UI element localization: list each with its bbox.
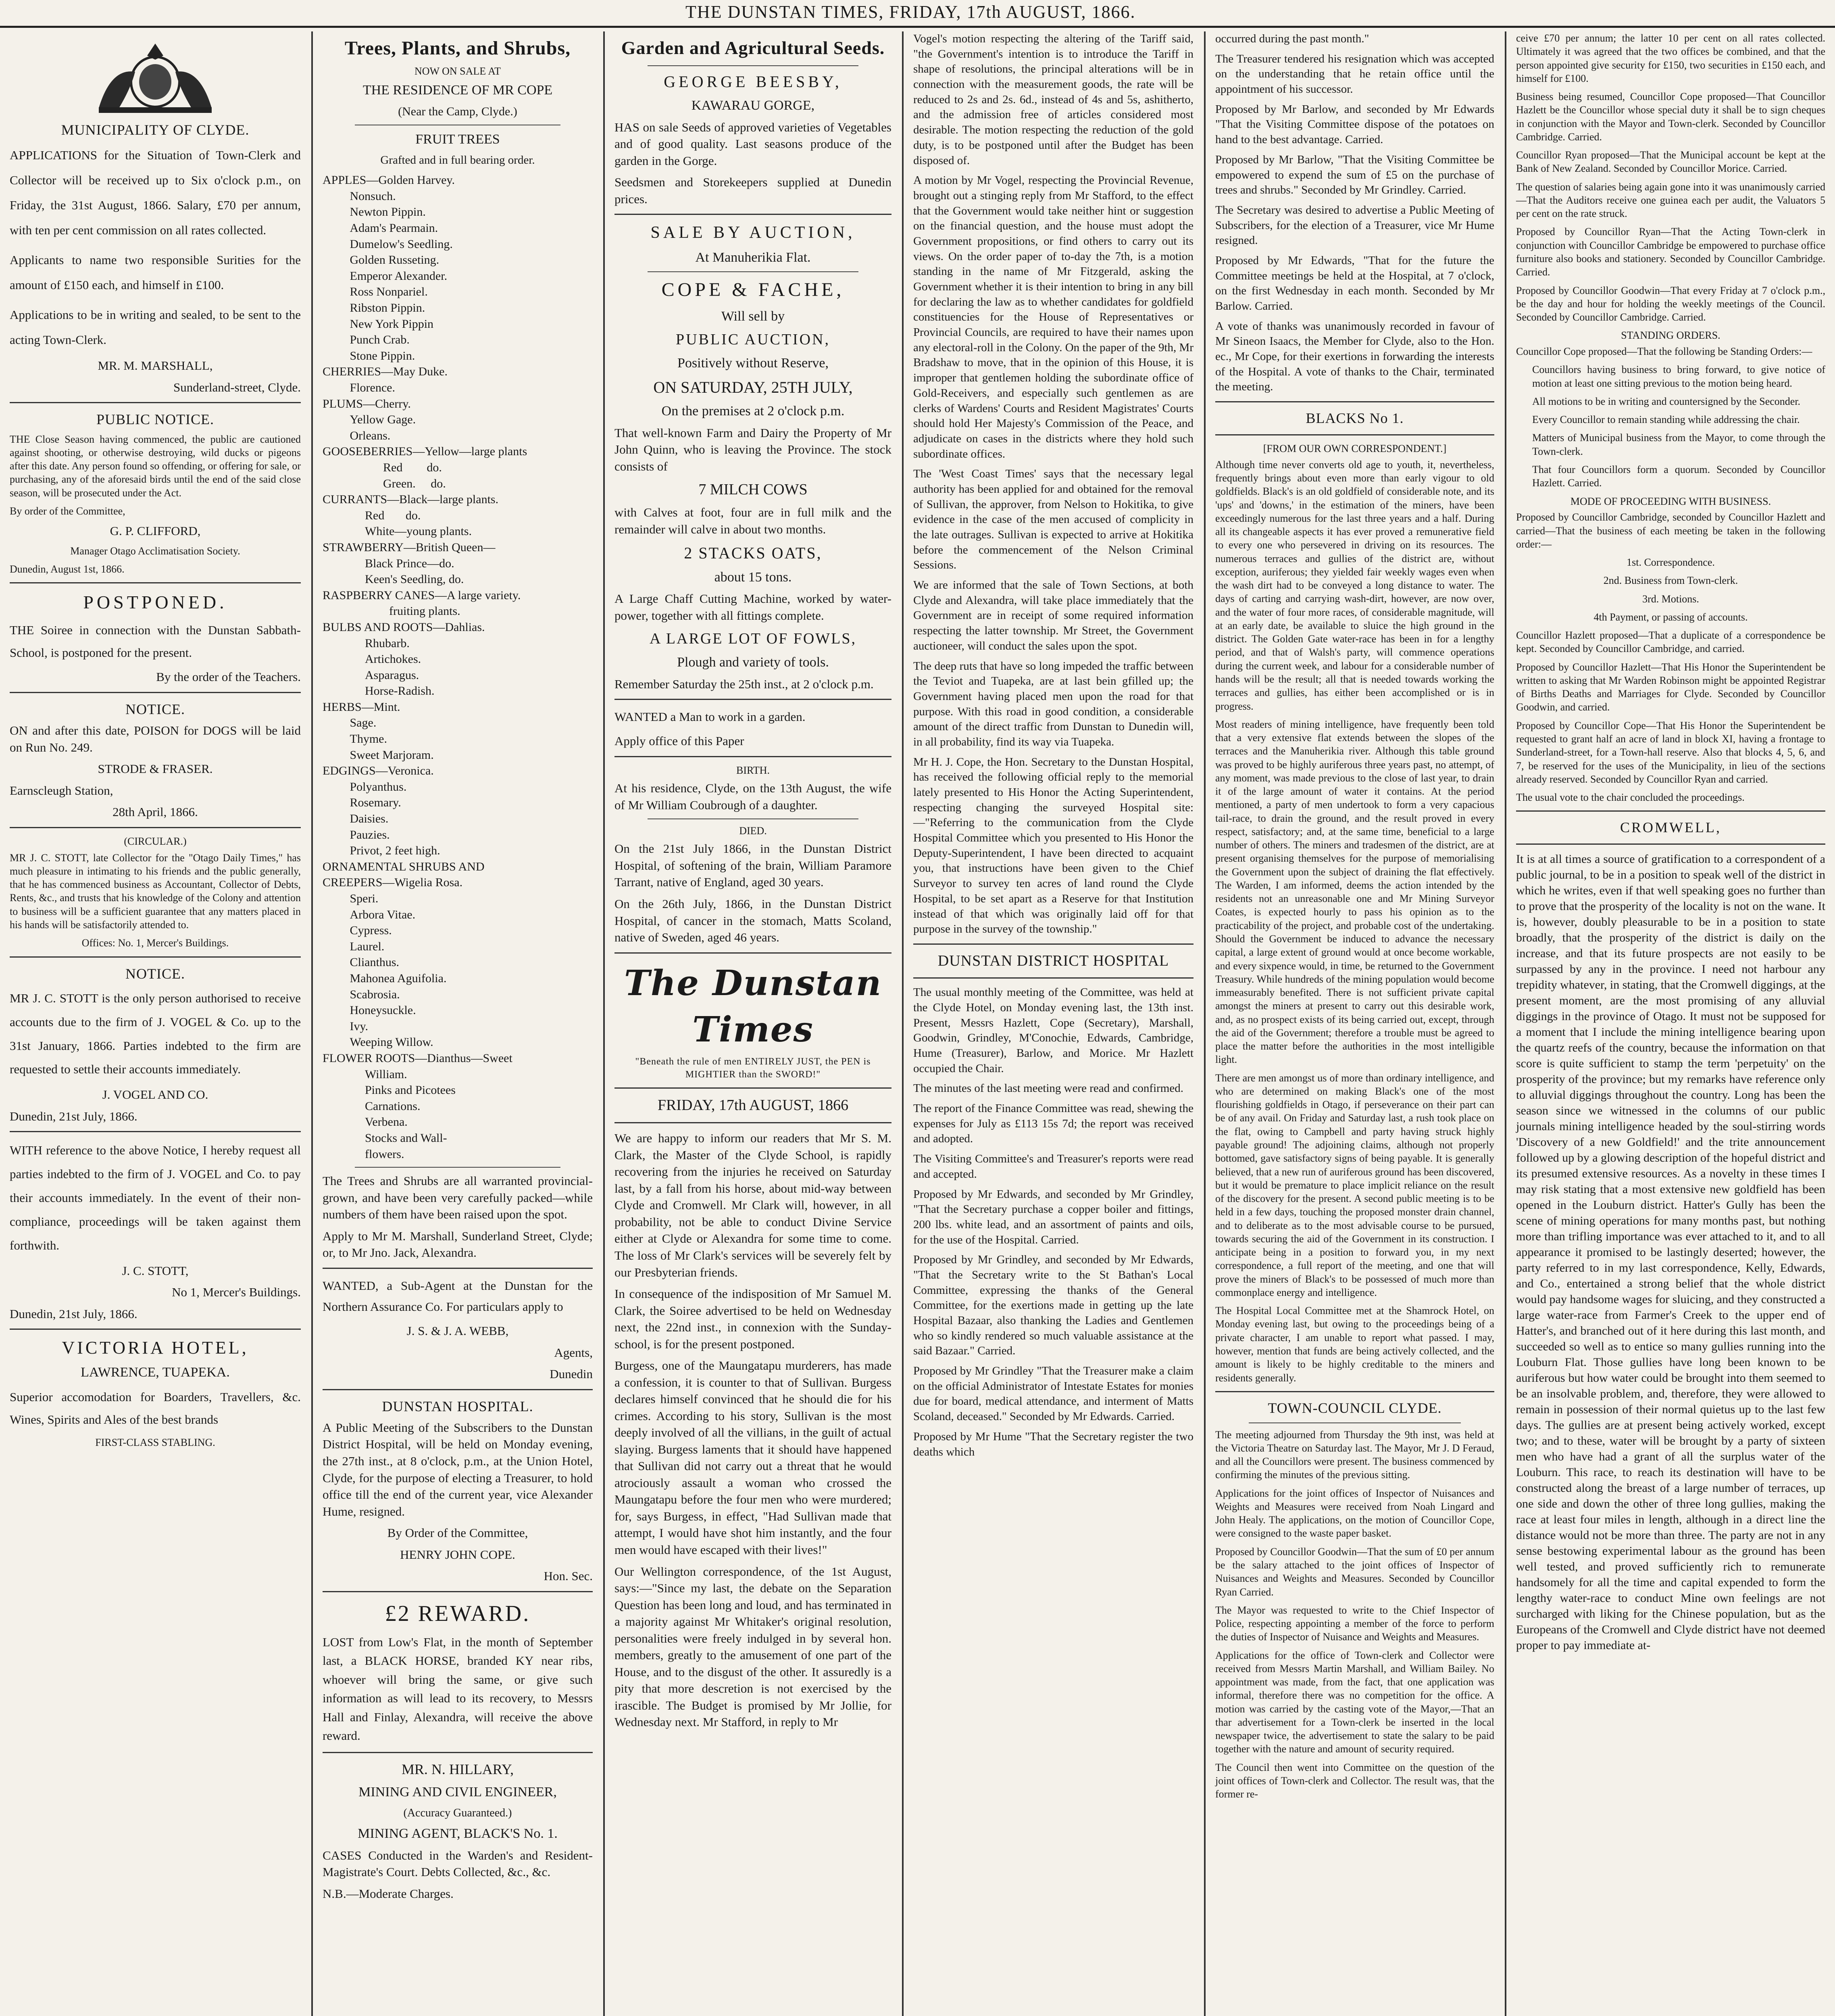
divider [1516,843,1825,845]
notice-1-body: ON and after this date, POISON for DOGS will be laid on Run No. 249. [10,723,301,754]
trees-sub: NOW ON SALE AT [414,65,501,77]
standing-orders-tag: STANDING ORDERS. [1621,329,1720,342]
cope-chaff: A Large Chaff Cutting Machine, worked by water-power, together with all fittings complete. [614,591,891,623]
news-p5: The deep ruts that have so long impeded the traffic between the Teviot and Tuapeka, are at last bein gfilled up; the Government having placed men upon the road for that purpose. With this road in good condition, a considerable amount of the direct traffic from Dunstan to Dunedin will, in all probability, find its way via Tuapeka. [913,659,1193,748]
beesby-note: Seedsmen and Storekeepers supplied at Dunedin prices. [614,175,891,206]
divider [323,1389,593,1390]
royal-crest-icon [83,40,228,116]
postponed-body: THE Soiree in connection with the Dunstan Sabbath-School, is postponed for the present. [10,623,301,660]
news-p3: The 'West Coast Times' says that the necessary legal authority has been applied for and obtained for the removal of Sullivan, the approver, from Nelson to Hokitika, to give evidence in the case of the men accused of complicity in the late outrages. Sullivan is expected to arrive at Hokitika before the commencement of the Nelson Criminal Sessions. [913,467,1193,572]
column-2 [313,31,602,2016]
column-5 [1206,31,1504,2016]
tc-cont-p7: Councillor Cope proposed—That the following be Standing Orders:— [1516,346,1812,358]
divider [323,1268,593,1269]
hospital-role: Hon. Sec. [544,1569,593,1583]
with-body: WITH reference to the above Notice, I hereby request all parties indebted to the firm of J. VOGEL and Co. to pay their accounts immediately. In the event of their non-compliance, proceedings will be taken against them forthwith. [10,1143,301,1252]
notice-1-title: NOTICE. [125,701,185,717]
tc-p5: Applications for the office of Town-clerk and Collector were received from Messrs Martin Marshall, and William Bailey. No appointment was made, from the fact, that one application was informal, therefore there was no competition for the office. A motion was carried by the casting vote of the Mayor,—That an thar advertisement for a Town-clerk be inserted in the local newspaper twice, the advertisement to state the salary to be paid together with the nature and amount of security required. [1215,1649,1494,1755]
birth-body: At his residence, Clyde, on the 13th August, the wife of Mr William Coubrough of a daughter. [614,781,891,812]
ddh-p5: Proposed by Mr Edwards, and seconded by Mr Grindley, "That the Secretary purchase a copper boiler and fittings, 200 lbs. white lead, and an assortment of paints and oils, for the use of the Hospital. Carried. [913,1187,1193,1246]
hillary-agent: MINING AGENT, BLACK'S No. 1. [358,1826,558,1841]
ddh-cont-p4: Proposed by Mr Barlow, "That the Visiting Committee be empowered to expend the sum of £5 on the purchase of trees and shrubs." Seconded by Mr Grindley. Carried. [1215,153,1494,197]
divider [614,1122,891,1123]
cope-fowls: A LARGE LOT OF FOWLS, [649,630,857,648]
order-item: 3rd. Motions. [1642,593,1699,605]
divider [614,952,891,954]
circular-body: MR J. C. STOTT, late Collector for the "Otago Daily Times," has much pleasure in intimating to his friends and the public generally, that he has commenced business as Accountant, Collector of Debts, Rents, &c., and trusts that his knowledge of the Colony and attention to business will be a sufficient guarantee that any matters placed in his hands will be satisfactorily attended to. [10,852,301,931]
beesby-body: HAS on sale Seeds of approved varieties of Vegetables and of good quality. Last seasons produce of the garden in the Gorge. [614,120,891,168]
ddh-title: DUNSTAN DISTRICT HOSPITAL [937,952,1169,969]
standing-order: All motions to be in writing and countersigned by the Seconder. [1532,395,1801,407]
divider [10,1131,301,1132]
tc-cont-p8: Proposed by Councillor Cambridge, seconded by Councillor Hazlett and carried—That the business of each meeting be taken in the following order:— [1516,511,1825,550]
notice-1-date: 28th April, 1866. [112,805,198,819]
ddh-p3: The report of the Finance Committee was read, shewing the expenses for July as £113 15s 7d; the report was received and adopted. [913,1102,1193,1145]
clyde-p2: Applicants to name two responsible Surities for the amount of £150 each, and himself in £100. [10,253,301,292]
cope-remember: Remember Saturday the 25th inst., at 2 o'clock p.m. [614,677,874,691]
cope-oats: 2 STACKS OATS, [684,544,822,562]
victoria-title: VICTORIA HOTEL, [62,1338,249,1358]
wanted-man: WANTED a Man to work in a garden. [614,710,806,724]
divider [10,582,301,583]
tc-cont-p9: Councillor Hazlett proposed—That a duplicate of a correspondence be kept. Seconded by Councillor Cambridge, and carried. [1516,629,1825,655]
notice-2-body: MR J. C. STOTT is the only person authorised to receive accounts due to the firm of J. VOGEL & Co. up to the 31st January, 1866. Parties indebted to the firm are requested to settle their accounts immediately. [10,991,301,1077]
standing-order: Matters of Municipal business from the Mayor, to come through the Town-clerk. [1532,432,1825,457]
cope-oats-sub: about 15 tons. [714,569,792,585]
tc-cont-p6: Proposed by Councillor Goodwin—That every Friday at 7 o'clock p.m., be the day and hour for holding the weekly meetings of the Council. Seconded by Councillor Cambridge. Carried. [1516,284,1825,323]
cope-time: On the premises at 2 o'clock p.m. [661,404,845,419]
tc-cont-p11: Proposed by Councillor Cope—That His Honor the Superintendent be requested to grant half an acre of land in block XI, having a frontage to Sunderland-street, for a Town-hall reserve. Also that blocks 4, 5, 6, and 7, be reserved for the uses of the Municipality, in lieu of the sections already reserved. Seconded by Councillor Ryan and carried. [1516,719,1825,785]
blacks-correspondent: [FROM OUR OWN CORRESPONDENT.] [1263,442,1447,454]
ddh-cont-p1: occurred during the past month." [1215,32,1369,45]
divider [323,1591,593,1592]
tc-p6: The Council then went into Committee on the question of the joint offices of Town-clerk and Collector. The result was, that the former re- [1215,1761,1494,1800]
news-p6: Mr H. J. Cope, the Hon. Secretary to the Dunstan Hospital, has received the following official reply to the memorial lately presented to His Honor the Acting Superintendent, respecting changing the surveyed Hospital site:—"Referring to the communication from the Clyde Hospital Committee which you presented to His Honor the Deputy-Superintendent, I have been directed to acquaint you, that instructions have been given to the Chief Surveyor to survey ten acres of land round the Clyde Hospital, to be set apart as a Reserve for that Institution instead of that which was originally laid off for that purpose in the survey of the township." [913,755,1193,936]
trees-apply: Apply to Mr M. Marshall, Sunderland Street, Clyde; or, to Mr Jno. Jack, Alexandra. [323,1229,593,1260]
victoria-body: Superior accomodation for Boarders, Travellers, &c. Wines, Spirits and Ales of the best brands [10,1389,301,1427]
divider [323,1752,593,1753]
clyde-addr: Sunderland-street, Clyde. [173,380,301,394]
editorial-p1: We are happy to inform our readers that Mr S. M. Clark, the Master of the Clyde School, is rapidly recovering from the injuries he received on Saturday last, by a fall from his horse, about mid-way between Clyde and Cromwell. Mr Clark will, however, in all probability, not be able to conduct Divine Service either at Clyde or Alexandra for some time to come. The loss of Mr Clark's services will be severely felt by our Presbyterian friends. [614,1131,891,1279]
died-tag: DIED. [739,825,767,837]
blacks-p1: Although time never converts old age to youth, it, nevertheless, frequently brings about even more than early vigour to old goldfields. Black's is an old goldfield of considerable note, and its 'ups' and 'downs,' in the estimation of the miners, have been exceedingly numerous for the last three years and a half. During all its changeable aspects it has ever proved a remunerative field to every one who persevered in driving on its resources. The numerous terraces and gullies of the district are, without exception, auriferous; they yielded fair weekly wages even when the wash dirt had to be conveyed a long distance to water. The days of carting and carrying wash-dirt, however, are now over, and the water of four more races, of considerable magnitude, will at an early date, be available to sluice the high ground in the district. The Golden Gate water-race has been in for a lengthy period, and that of Walsh's party, will commence operations during the current week, and labour for a considerable number of hands will be the result; all that is needed towards working the terraces and gullies, has either been accomplished or is in progress. [1215,458,1494,712]
hospital-title: DUNSTAN HOSPITAL. [382,1398,533,1414]
standing-order: That four Councillors form a quorum. Seconded by Councillor Hazlett. Carried. [1532,463,1825,489]
divider [1215,434,1494,435]
divider [10,402,301,403]
hospital-by: By Order of the Committee, [387,1526,528,1540]
with-addr: No 1, Mercer's Buildings. [172,1285,301,1300]
victoria-place: LAWRENCE, TUAPEKA. [81,1365,230,1380]
tc-cont-p2: Business being resumed, Councillor Cope proposed—That Councillor Hazlett be the Councillor whose special duty it shall be to sign cheques in conjunction with the Mayor and Town-clerk. Seconded by Councillor Cambridge. Carried. [1516,91,1825,143]
column-1 [0,31,310,2016]
cromwell-p1: It is at all times a source of gratification to a correspondent of a public journal, to be in a position to speak well of the district in which he writes, even if that well speaking goes no further than to prove that the prosperity of the locality is not on the wane. It is, however, doubly pleasurable to be in a position to state broadly, that the prosperity of the district is daily on the increase, and that its future prospects are not easily to be surpassed by any in the province. I need not harbour any trepidity whatever, in stating, that the Cromwell diggings, at the present moment, are the most promising of any alluvial diggings in the province of Otago. It must not be supposed for a moment that I include the mining intelligence bearing upon the quartz reefs of the country, because the information on that score is quite sufficient to stamp the term 'perpetuity' on the prosperity of the province; but my remarks have reference only to alluvial diggings throughout the country. Long has been the season since we witnessed in the columns of our public journals mining intelligence headed by the soul-stirring words 'Discovery of a new Goldfield!' and the trite announcement followed up by a glowing description of the hopeful district and its presumed extensive resources. As a novelty in these times I may risk stating that a most extensive new goldfield has been opened in the Louburn district. Hatter's Gully has been the scene of mining operations for many months past, but nothing more than trifling importance was ever attached to it, and to all appearance it promised to be lastingly deserted; however, the party referred to in my last correspondence, Kelly, Edwards, and Co., entertained a strong belief that the whole district would pay handsome wages for sluicing, and they constructed a large water-race from Farmer's Creek to the upper end of Hatter's, and branched out of it here during this last month, and succeeded so well as to entice so many gullies running into the Louburn Flat. Those gullies have long been known to be auriferous but how water could be brought into them seemed to be an insolvable problem, and, therefore, they were allowed to remain in possession of their normal quietus up to the last few days. The gullies are at present being actively worked, except two; and to these, water will be brought by a party of sixteen men who have had a grant of all the surplus water of the Louburn. This race, to reach its destination will have to be constructed along the breast of a large number of terraces, up one side and down the other of three long gullies, making the race at least four miles in length, although in a direct line the distance would not be more than three. The party are not in any sense bestowing experimental labour as the ground has been well tested, and proved sufficiently rich to remunerate handsomely for all the time and capital expended to form the lengthy water-race to conduct Mine own feelings are not surcharged with liking for the Chinese population, but as the Europeans of the Cromwell and Clyde district have not deemed proper to pay immediate at- [1516,852,1825,1652]
divider [614,756,891,757]
divider [10,827,301,828]
plant-list: APPLES—Golden Harvey. Nonsuch. Newton Pippin. Adam's Pearmain. Dumelow's Seedling. Golden Russeting. Emperor Alexander. Ross Nonpariel. Ribston Pippin. New York Pippin Punch Crab. Stone Pippin. CHERRIES—May Duke. Florence. PLUMS—Cherry. Yellow Gage. Orleans. GOOSEBERRIES—Yellow—large plants Red do. Green. do. CURRANTS—Black—large plants. Red do. White—young plants. STRAWBERRY—British Queen— Black Prince—do. Keen's Seedling, do. RASPBERRY CANES—A large variety. fruiting plants. BULBS AND ROOTS—Dahlias. Rhubarb. Artichokes. Asparagus. Horse-Radish. HERBS—Mint. Sage. Thyme. Sweet Marjoram. EDGINGS—Veronica. Polyanthus. Rosemary. Daisies. Pauzies. Privot, 2 feet high. ORNAMENTAL SHRUBS AND CREEPERS—Wigelia Rosa. Speri. Arbora Vitae. Cypress. Laurel. Clianthus. Mahonea Aguifolia. Scabrosia. Honeysuckle. Ivy. Weeping Willow. FLOWER ROOTS—Dianthus—Sweet William. Pinks and Picotees Carnations. Verbena. Stocks and Wall- flowers. [323,173,527,1161]
clyde-title: MUNICIPALITY OF CLYDE. [61,122,250,138]
reward-title: £2 REWARD. [385,1601,531,1626]
notice-2-title: NOTICE. [125,965,185,982]
public-notice-title: PUBLIC NOTICE. [96,411,214,428]
tc-cont-p5: Proposed by Councillor Ryan—That the Acting Town-clerk in conjunction with Councillor Cambridge be empowered to purchase office furniture also books and stationery. Seconded by Councillor Cambridge. Carried. [1516,226,1825,278]
died-1: On the 21st July 1866, in the Dunstan District Hospital, of softening of the brain, William Paramore Tarrant, native of England, aged 30 years. [614,841,891,889]
paper-motto: "Beneath the rule of men ENTIRELY JUST, the PEN is MIGHTIER than the SWORD!" [635,1056,871,1080]
tc-cont-p10: Proposed by Councillor Hazlett—That His Honor the Superintendent be written to asking that Mr Warden Robinson might be appointed Registrar of Births Deaths and Marriages for Clyde. Seconded by Councillor Goodwin, and carried. [1516,661,1825,713]
standing-order: Every Councillor to remain standing while addressing the chair. [1532,414,1800,426]
ddh-p4: The Visiting Committee's and Treasurer's reports were read and accepted. [913,1152,1193,1181]
column-3 [605,31,901,2016]
clyde-p3: Applications to be in writing and sealed, to be sent to the acting Town-Clerk. [10,308,301,347]
cope-title: COPE & FACHE, [661,279,845,301]
tc-cont-p3: Councillor Ryan proposed—That the Municipal account be kept at the Bank of New Zealand. Seconded by Councillor Morice. Carried. [1516,149,1825,175]
ddh-p1: The usual monthly meeting of the Committee, was held at the Clyde Hotel, on Monday evening last, the 13th inst. Present, Messrs Hazlett, Cope (Secretary), Marshall, Goodwin, Grindley, M'Conochie, Edwards, Cambridge, Hume (Treasurer), Barlow, and Morice. Mr Hazlett occupied the Chair. [913,986,1193,1075]
divider [10,956,301,958]
ddh-p7: Proposed by Mr Grindley "That the Treasurer make a claim on the official Administrator of Intestate Estates for monies due for board, medical attendance, and interment of Matts Scoland, deceased." Seconded by Mr Edwards. Carried. [913,1364,1193,1423]
blacks-title: BLACKS No 1. [1306,410,1404,427]
ddh-p6: Proposed by Mr Grindley, and seconded by Mr Edwards, "That the Secretary write to the St Bathan's Local Committee, expressing the thanks of the General Committee, for the exertions made in getting up the late Hospital Bazaar, also thanking the Ladies and Gentlemen who so kindly rendered so much valuable assistance at the said Bazaar." Carried. [913,1253,1193,1358]
column-6 [1506,31,1835,2016]
order-item: 1st. Correspondence. [1627,556,1715,569]
wanted-place: Dunedin [550,1367,593,1381]
cope-cows-body: with Calves at foot, four are in full milk and the remainder will calve in about two months. [614,505,891,536]
died-2: On the 26th July, 1866, in the Dunstan District Hospital, of cancer in the stomach, Matts Scoland, native of Sweden, aged 46 years. [614,896,891,945]
cope-public-auction: PUBLIC AUCTION, [675,331,831,348]
ddh-p2: The minutes of the last meeting were read and confirmed. [913,1082,1183,1095]
hillary-nb: N.B.—Moderate Charges. [323,1886,454,1901]
divider [648,271,858,272]
editorial-p4: Our Wellington correspondence, of the 1st August, says:—"Since my last, the debate on the Separation Question has been long and loud, and has terminated in a majority against Mr Whitaker's original resolution, personalities were freely indulged in by several hon. members, greatly to the amusement of one part of the House, and to the disgust of the other. It assuredly is a pity that more descretion is not exercised by the irascible. The Budget is promised by Mr Jollie, for Wednesday next. Mr Stafford, in reply to Mr [614,1564,892,1729]
with-date: Dunedin, 21st July, 1866. [10,1306,137,1321]
wanted-sig: J. S. & J. A. WEBB, [406,1324,509,1338]
public-notice-role: Manager Otago Acclimatisation Society. [70,545,240,557]
ddh-p8: Proposed by Mr Hume "That the Secretary register the two deaths which [913,1430,1193,1458]
dateline: FRIDAY, 17th AUGUST, 1866 [657,1097,849,1114]
trees-title: Trees, Plants, and Shrubs, [344,37,571,59]
column-4 [904,31,1203,2016]
mode-tag: MODE OF PROCEEDING WITH BUSINESS. [1570,495,1771,507]
standing-order: Councillors having business to bring forward, to give notice of motion at least one sitting previous to the motion being heard. [1532,364,1825,389]
clyde-p1: APPLICATIONS for the Situation of Town-Clerk and Collector will be received up to Six o'clock p.m., on Friday, the 31st August, 1866. Salary, £70 per annum, with ten per cent commission on all rates collected. [10,148,301,237]
news-p1: Vogel's motion respecting the altering of the Tariff said, "the Government's intention is to introduce the Tariff in shape of resolutions, the principal alterations will be in connection with the measurement goods, the rate will be reduced to 2s and 2s. 6d., instead of 4s and 5s, ashitherto, and the admission free of articles considered most desirable. The motion respecting the reduction of the gold duty, is to be postponed until after the Budget has been disposed of. [913,32,1193,167]
hospital-body: A Public Meeting of the Subscribers to the Dunstan District Hospital, will be held on Monday evening, the 27th inst., at 8 o'clock, p.m., at the Union Hotel, Clyde, for the purpose of electing a Treasurer, to hold office till the end of the current year, vice Alexander Hume, resigned. [323,1420,593,1518]
notice-2-date: Dunedin, 21st July, 1866. [10,1109,137,1123]
sale-title: SALE BY AUCTION, [650,223,856,242]
tc-p2: Applications for the joint offices of Inspector of Nuisances and Weights and Measures were received from Noah Lingard and John Healy. The applications, on the motion of Councillor Cope, were consigned to the waste paper basket. [1215,1487,1494,1539]
blacks-p2: Most readers of mining intelligence, have frequently been told that a very extensive flat extends between the slopes of the terraces and the Manuherikia river. Although this table ground was proved to be highly auriferous three years past, no attempt, of any moment, was made previous to the close of last year, to drain it of the large amount of water it contains. At the period mentioned, a party of men undertook to form a very capacious tail-race, to drain the ground, and the result proved in every respect, satisfactory; and, at the same time, beneficial to a large number of others. The miners and tradesmen of the district, are at present organising themselves for the purpose of memorialising the Government upon the subject of draining the flat effectively. The Warden, I am informed, deems the action intended by the residents not an unreasonable one and Mr Mining Surveyor Coates, is expected hourly to pass his opinion as to the practicability of the project, and probable cost of the undertaking. Should the Government be induced to advance the necessary capital, a large extent of ground would at once become workable, and every sixpence would, in time, be returned to the Government Treasury. While hundreds of the mining population would become immeasurably benefited. There is not sufficient private capital amongst the miners at present to carry out this desirable work, and, as no prospect exists of its being carried out, except, through the aid of the Government; therefore a trouble must be agreed to place the matter before the authorities in the most intelligible light. [1215,718,1494,1066]
order-item: 2nd. Business from Town-clerk. [1603,575,1738,587]
divider [913,943,1193,945]
fruit-trees-sub: Grafted and in full bearing order. [380,154,535,167]
beesby-place: KAWARAU GORGE, [691,98,815,113]
cromwell-title: CROMWELL, [1620,819,1721,836]
ddh-cont-p5: The Secretary was desired to advertise a Public Meeting of Subscribers, for the election of a Treasurer, vice Mr Hume resigned. [1215,203,1494,247]
hillary-body: CASES Conducted in the Warden's and Resident-Magistrate's Court. Debts Collected, &c., &c. [323,1848,593,1879]
town-council-title: TOWN-COUNCIL CLYDE. [1268,1400,1442,1416]
trees-residence: THE RESIDENCE OF MR COPE [362,83,553,98]
public-notice-by: By order of the Committee, [10,505,125,517]
notice-1-sig: STRODE & FRASER. [98,762,213,776]
fruit-trees-title: FRUIT TREES [415,131,500,147]
editorial-p2: In consequence of the indisposition of Mr Samuel M. Clark, the Soiree advertised to be held on Wednesday next, the 22nd inst., in connexion with the Sunday-school, is for the present postponed. [614,1287,891,1351]
divider [1215,1391,1494,1392]
order-item: 4th Payment, or passing of accounts. [1593,611,1748,623]
cope-fowls-sub: Plough and variety of tools. [677,655,829,670]
with-sig: J. C. STOTT, [122,1263,189,1278]
ddh-cont-p7: A vote of thanks was unanimously recorded in favour of Mr Sineon Isaacs, the Member for Clyde, also to the Hon. ec., Mr Cope, for their exertions in forwarding the interests of the Hospital. A vote of thanks to the Chair, terminated the meeting. [1215,319,1494,394]
sale-place: At Manuherikia Flat. [695,250,811,265]
divider [913,977,1193,979]
divider [1249,1422,1461,1423]
public-notice-date: Dunedin, August 1st, 1866. [10,563,125,575]
ddh-cont-p6: Proposed by Mr Edwards, "That for the future the Committee meetings be held at the Hospital, at 7 o'clock, on the first Wednesday in each month. Seconded by Mr Barlow. Carried. [1215,254,1494,312]
divider [10,692,301,693]
wanted-agent: WANTED, a Sub-Agent at the Dunstan for the Northern Assurance Co. For particulars apply to [323,1278,593,1314]
cope-body: That well-known Farm and Dairy the Property of Mr John Quinn, who is leaving the Province. The stock consists of [614,425,891,473]
hillary-accuracy: (Accuracy Guaranteed.) [403,1806,512,1819]
hillary-name: MR. N. HILLARY, [401,1761,514,1777]
birth-tag: BIRTH. [736,764,770,776]
news-p4: We are informed that the sale of Town Sections, at both Clyde and Alexandra, will take place immediately that the Government are in receipt of some required information respecting the latter township. Mr Street, the Government auctioneer, will conduct the sales upon the spot. [913,579,1193,652]
divider [10,1329,301,1330]
masthead [0,0,1835,28]
trees-near: (Near the Camp, Clyde.) [398,104,517,118]
divider [648,818,858,819]
divider [614,699,891,700]
paper-title: The Dunstan Times [624,962,882,1050]
cope-will: Will sell by [721,308,785,324]
victoria-stabling: FIRST-CLASS STABLING. [95,1436,215,1448]
garden-title: Garden and Agricultural Seeds. [621,37,885,58]
tc-p4: The Mayor was requested to write to the Chief Inspector of Police, respecting appointing a member of the force to perform the duties of Inspector of Nuisance and Weights and Measures. [1215,1604,1494,1643]
divider [355,1167,560,1168]
circular-tag: (CIRCULAR.) [124,835,187,847]
blacks-p4: The Hospital Local Committee met at the Shamrock Hotel, on Monday evening last, but owing to the proceedings being of a private character, I am unable to report what passed. I may, however, mention that funds are being actively collected, and the amount is likely to be highly creditable to the miners and residents generally. [1215,1305,1494,1384]
divider [1215,401,1494,402]
circular-office: Offices: No. 1, Mercer's Buildings. [81,937,229,949]
divider [614,1087,891,1089]
postponed-by: By the order of the Teachers. [156,670,301,684]
notice-1-place: Earnscleugh Station, [10,783,113,798]
cope-cows: 7 MILCH COWS [698,481,808,498]
hospital-sig: HENRY JOHN COPE. [400,1547,515,1562]
divider [614,214,891,215]
ddh-cont-p2: The Treasurer tendered his resignation which was accepted on the understanding that he retain office until the appointment of his successor. [1215,52,1494,96]
divider [1516,810,1825,812]
trees-warranted: The Trees and Shrubs are all warranted provincial-grown, and have been very carefully packed—while numbers of them have been raised upon the spot. [323,1174,593,1222]
beesby-name: GEORGE BEESBY, [664,72,842,91]
cope-date: ON SATURDAY, 25TH JULY, [653,378,853,396]
public-notice-body: THE Close Season having commenced, the public are cautioned against shooting, or otherwise destroying, wild ducks or pigeons after this date. Any person found so offending, or offering for sale, or purchasing, any of the aforesaid birds until the end of the said close season, will be prosecuted under the Act. [10,433,301,499]
divider [648,65,858,66]
hillary-role: MINING AND CIVIL ENGINEER, [358,1785,557,1799]
tc-cont-p12: The usual vote to the chair concluded the proceedings. [1516,791,1745,804]
masthead-title: THE DUNSTAN TIMES, FRIDAY, 17th AUGUST, 1866. [685,2,1136,22]
tc-cont-p4: The question of salaries being again gone into it was unanimously carried—That the Auditors receive one guinea each per audit, the Valuators 5 per cent on the rate struck. [1516,181,1825,220]
cope-reserve: Positively without Reserve, [677,356,829,371]
wanted-apply: Apply office of this Paper [614,734,744,748]
postponed-title: POSTPONED. [83,592,227,613]
ddh-cont-p3: Proposed by Mr Barlow, and seconded by Mr Edwards "That the Visiting Committee dispose of the potatoes on hand to the best advantage. Carried. [1215,102,1494,146]
news-p2: A motion by Mr Vogel, respecting the Provincial Revenue, brought out a stinging reply from Mr Stafford, to the effect that the Government would take neither hint or suggestion on the financial question, and the house must adopt the Government propositions, or find others to carry out its views. On the order paper of to-day the 7th, is a motion standing in the name of Mr Fitzgerald, asking the Government whether it is their intention to bring in any bill for declaring the law as to whether candidates for goldfield constituencies for the House of Representatives or Provincial Councils, are required to have their names upon any electoral-roll in the Colony. On the paper of the 9th, Mr Bradshaw to move, that in the opinion of this House, it is improper that gentlemen holding the subordinate office of Gold-Receivers, and especially such gentlemen as are clerks of Wardens' Courts and Resident Magistrates' Courts should hold Her Majesty's Commission of the Peace, and adjudicate on cases in the districts where they hold such subordinate offices. [913,174,1193,460]
reward-body: LOST from Low's Flat, in the month of September last, a BLACK HORSE, branded KY near ribs, whoever will bring the same, or give such information as will lead to its recovery, to Messrs Hall and Finlay, Alexandra, will receive the above reward. [323,1635,593,1743]
tc-cont-p1: ceive £70 per annum; the latter 10 per cent on all rates collected. Ultimately it was agreed that the two offices be combined, and that the person appointed give security for £150, two securities in £150 each, and himself for £100. [1516,32,1825,84]
blacks-p3: There are men amongst us of more than ordinary intelligence, and who are determined on making Black's one of the most flourishing goldfields in Otago, if perseverance on their part can be of any avail. On Friday and Saturday last, a rush took place on the flat, owing to Campbell and party having struck highly payable ground! The adjoining claims, although not properly bottomed, gave satisfactory signs of being payable. It is generally believed, that a new run of auriferous ground has been discovered, but it would be premature to place implicit reliance on the result of the discovery for the present. A second public meeting is to be held in a few days, touching the proposed monster drain channel, and to deliberate as to the most advisable course to be pursued, towards securing the aid of the Government in its construction. I anticipate being in a position to forward you, in my next correspondence, a full report of the meeting, and one that will prove the miners of Black's to be possessed of much more than commonplace energy and intelligence. [1215,1072,1494,1298]
wanted-agents: Agents, [554,1345,593,1360]
public-notice-sig: G. P. CLIFFORD, [110,524,201,538]
notice-2-sig: J. VOGEL AND CO. [102,1087,208,1102]
tc-p1: The meeting adjourned from Thursday the 9th inst, was held at the Victoria Theatre on Saturday last. The Mayor, Mr J. D Feraud, and all the Councillors were present. The business commenced by confirming the minutes of the previous sitting. [1215,1429,1494,1481]
clyde-sig: MR. M. MARSHALL, [98,358,213,373]
tc-p3: Proposed by Councillor Goodwin—That the sum of £0 per annum be the salary attached to the joint offices of Inspector of Nuisances and Weights and Measures. Seconded by Councillor Ryan Carried. [1215,1545,1494,1598]
editorial-p3: Burgess, one of the Maungatapu murderers, has made a confession, it is counter to that of Sullivan. Burgess declares himself convinced that he should die for his crimes. According to his story, Sullivan is the most deeply involved of all the villians, in the guilt of actual slaying. Burgess laments that it should have happened that Sullivan did not carry out a threat that he would atrociously assault a woman who crossed the Maungatapu before the four men who were murdered; for, says Burgess, in effect, "Had Sullivan made that attempt, I would have shot him instantly, and the four men would have escaped with their lives!" [614,1358,891,1557]
